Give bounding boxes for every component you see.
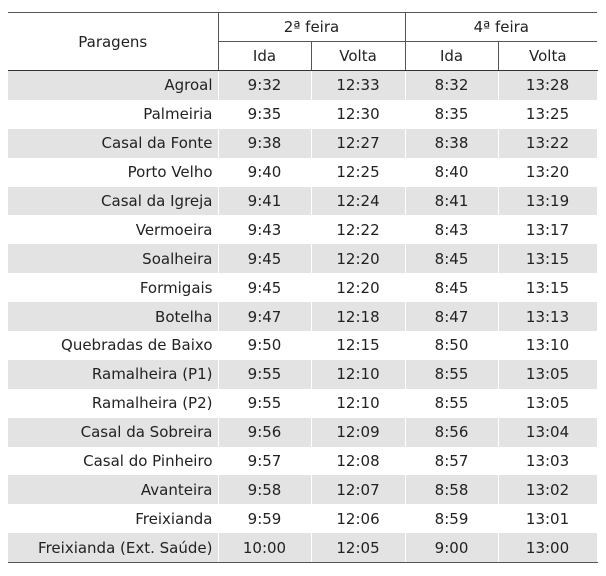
monday-ida-time: 9:59 [218, 504, 311, 533]
table-row [8, 100, 597, 129]
stop-name: Avanteira [8, 475, 218, 504]
stop-name: Formigais [8, 273, 218, 302]
monday-volta-time: 12:05 [311, 533, 405, 562]
table-row [8, 504, 597, 533]
stop-name: Casal da Sobreira [8, 418, 218, 447]
wednesday-ida-time: 9:00 [405, 533, 498, 562]
header-monday-ida: Ida [218, 42, 311, 71]
monday-ida-time: 9:58 [218, 475, 311, 504]
wednesday-volta-time: 13:25 [498, 100, 597, 129]
monday-ida-time: 9:35 [218, 100, 311, 129]
wednesday-ida-time: 8:57 [405, 447, 498, 476]
monday-ida-time: 9:50 [218, 331, 311, 360]
table-row [8, 187, 597, 216]
header-day-monday: 2ª feira [218, 13, 405, 42]
monday-ida-time: 10:00 [218, 533, 311, 562]
wednesday-volta-time: 13:28 [498, 71, 597, 100]
stop-name: Ramalheira (P2) [8, 389, 218, 418]
stop-name: Botelha [8, 302, 218, 331]
wednesday-ida-time: 8:55 [405, 389, 498, 418]
wednesday-ida-time: 8:43 [405, 215, 498, 244]
stop-name: Porto Velho [8, 158, 218, 187]
stop-name: Agroal [8, 71, 218, 100]
monday-volta-time: 12:24 [311, 187, 405, 216]
monday-volta-time: 12:20 [311, 244, 405, 273]
stop-name: Quebradas de Baixo [8, 331, 218, 360]
wednesday-ida-time: 8:50 [405, 331, 498, 360]
monday-volta-time: 12:08 [311, 447, 405, 476]
wednesday-volta-time: 13:19 [498, 187, 597, 216]
stop-name: Freixianda [8, 504, 218, 533]
monday-ida-time: 9:57 [218, 447, 311, 476]
stop-name: Casal da Igreja [8, 187, 218, 216]
monday-volta-time: 12:10 [311, 389, 405, 418]
wednesday-ida-time: 8:41 [405, 187, 498, 216]
wednesday-volta-time: 13:13 [498, 302, 597, 331]
table-row [8, 273, 597, 302]
wednesday-ida-time: 8:38 [405, 129, 498, 158]
wednesday-volta-time: 13:02 [498, 475, 597, 504]
stop-name: Ramalheira (P1) [8, 360, 218, 389]
timetable-header [8, 13, 597, 71]
wednesday-volta-time: 13:04 [498, 418, 597, 447]
stop-name: Soalheira [8, 244, 218, 273]
table-row [8, 302, 597, 331]
table-row [8, 447, 597, 476]
monday-volta-time: 12:09 [311, 418, 405, 447]
monday-ida-time: 9:56 [218, 418, 311, 447]
table-row [8, 129, 597, 158]
header-stops: Paragens [8, 13, 218, 71]
wednesday-volta-time: 13:20 [498, 158, 597, 187]
table-row [8, 244, 597, 273]
header-monday-volta: Volta [311, 42, 405, 71]
table-row [8, 389, 597, 418]
wednesday-volta-time: 13:17 [498, 215, 597, 244]
stop-name: Vermoeira [8, 215, 218, 244]
monday-ida-time: 9:43 [218, 215, 311, 244]
stop-name: Palmeiria [8, 100, 218, 129]
monday-volta-time: 12:18 [311, 302, 405, 331]
wednesday-ida-time: 8:35 [405, 100, 498, 129]
table-row [8, 215, 597, 244]
table-row [8, 71, 597, 100]
wednesday-volta-time: 13:05 [498, 389, 597, 418]
table-row [8, 418, 597, 447]
wednesday-ida-time: 8:32 [405, 71, 498, 100]
wednesday-volta-time: 13:15 [498, 244, 597, 273]
stop-name: Casal da Fonte [8, 129, 218, 158]
monday-ida-time: 9:55 [218, 360, 311, 389]
monday-volta-time: 12:06 [311, 504, 405, 533]
monday-ida-time: 9:40 [218, 158, 311, 187]
table-row [8, 533, 597, 562]
monday-volta-time: 12:25 [311, 158, 405, 187]
wednesday-volta-time: 13:15 [498, 273, 597, 302]
table-row [8, 360, 597, 389]
monday-ida-time: 9:41 [218, 187, 311, 216]
table-row [8, 331, 597, 360]
wednesday-ida-time: 8:59 [405, 504, 498, 533]
monday-ida-time: 9:38 [218, 129, 311, 158]
monday-volta-time: 12:20 [311, 273, 405, 302]
wednesday-volta-time: 13:10 [498, 331, 597, 360]
wednesday-ida-time: 8:45 [405, 244, 498, 273]
header-wednesday-volta: Volta [498, 42, 597, 71]
monday-volta-time: 12:33 [311, 71, 405, 100]
monday-ida-time: 9:32 [218, 71, 311, 100]
header-wednesday-ida: Ida [405, 42, 498, 71]
wednesday-ida-time: 8:47 [405, 302, 498, 331]
wednesday-volta-time: 13:01 [498, 504, 597, 533]
monday-volta-time: 12:30 [311, 100, 405, 129]
monday-ida-time: 9:47 [218, 302, 311, 331]
monday-volta-time: 12:27 [311, 129, 405, 158]
wednesday-volta-time: 13:00 [498, 533, 597, 562]
wednesday-ida-time: 8:55 [405, 360, 498, 389]
timetable-body [8, 71, 597, 563]
monday-volta-time: 12:10 [311, 360, 405, 389]
monday-ida-time: 9:45 [218, 244, 311, 273]
bus-timetable [8, 12, 598, 563]
wednesday-ida-time: 8:58 [405, 475, 498, 504]
stop-name: Casal do Pinheiro [8, 447, 218, 476]
wednesday-ida-time: 8:45 [405, 273, 498, 302]
stop-name: Freixianda (Ext. Saúde) [8, 533, 218, 562]
monday-ida-time: 9:45 [218, 273, 311, 302]
wednesday-volta-time: 13:05 [498, 360, 597, 389]
wednesday-volta-time: 13:22 [498, 129, 597, 158]
table-row [8, 475, 597, 504]
header-day-wednesday: 4ª feira [405, 13, 597, 42]
monday-volta-time: 12:07 [311, 475, 405, 504]
monday-volta-time: 12:15 [311, 331, 405, 360]
monday-volta-time: 12:22 [311, 215, 405, 244]
monday-ida-time: 9:55 [218, 389, 311, 418]
wednesday-ida-time: 8:40 [405, 158, 498, 187]
wednesday-ida-time: 8:56 [405, 418, 498, 447]
table-row [8, 158, 597, 187]
wednesday-volta-time: 13:03 [498, 447, 597, 476]
